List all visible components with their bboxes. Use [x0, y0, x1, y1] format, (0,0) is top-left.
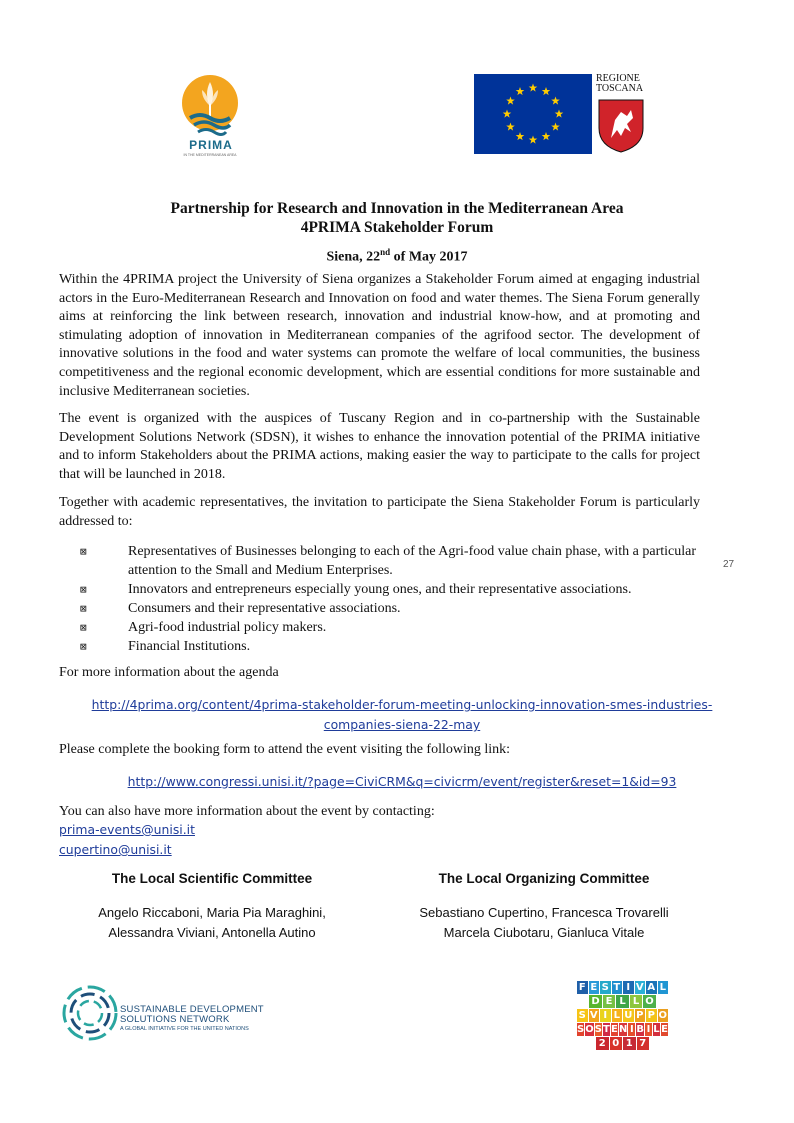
- page-number: 27: [723, 559, 735, 570]
- email-link-prima-events[interactable]: prima-events@unisi.it: [59, 822, 195, 837]
- bullet-marker-icon: ⊠: [80, 640, 87, 653]
- list-item: ⊠ Representatives of Businesses belonging to each of the Agri-food value chain phase, with a particular attention to the Small and Medium Enterprises.: [80, 544, 696, 578]
- contact-text: You can also have more information about the event by contacting:: [59, 804, 435, 819]
- booking-link[interactable]: http://www.congressi.unisi.it/?page=CiviCRM&q=civicrm/event/register&reset=1&id=93: [127, 774, 677, 789]
- festival-letter: L: [653, 1024, 660, 1035]
- festival-row: [577, 1037, 669, 1050]
- event-paragraph: The event is organized with the auspices of Tuscany Region and in co-partnership with the Sustainable Development Solutions Network (SDSN), it wishes to enhance the innovation potential of the PRIMA initiative and to inform Stakeholders about the PRIMA actions, making easier the way to participate to the calls for project that will be launched in 2018.: [59, 411, 700, 482]
- festival-letter: L: [616, 995, 629, 1008]
- regione-toscana-label: [596, 74, 643, 94]
- festival-letter: L: [658, 981, 669, 994]
- festival-letter: L: [612, 1009, 623, 1022]
- sdsn-logo-icon: [58, 983, 118, 1043]
- festival-letter: N: [618, 1024, 628, 1035]
- festival-letter: P: [636, 1010, 644, 1021]
- festival-letter: 1: [623, 1037, 636, 1050]
- regione-toscana-shield-icon: [597, 98, 645, 154]
- festival-letter: T: [613, 982, 621, 993]
- festival-letter: E: [603, 995, 616, 1008]
- festival-row: [577, 1023, 669, 1036]
- festival-letter: 0: [610, 1037, 623, 1050]
- prima-logo-word: PRIMA: [189, 138, 233, 152]
- festival-letter: E: [661, 1024, 668, 1035]
- festival-letter: F: [578, 982, 586, 993]
- scientific-committee-title: The Local Scientific Committee: [111, 871, 313, 886]
- sdsn-logo-text: SUSTAINABLE DEVELOPMENT SOLUTIONS NETWORK A GLOBAL INITIATIVE FOR THE UNITED NATIONS: [120, 1004, 264, 1032]
- festival-letter: S: [601, 982, 609, 993]
- festival-letter: E: [611, 1024, 618, 1035]
- bullet-marker-icon: ⊠: [80, 621, 87, 634]
- festival-letter: L: [630, 995, 643, 1008]
- festival-letter: T: [603, 1024, 610, 1035]
- festival-letter: U: [624, 1010, 633, 1021]
- festival-letter: 7: [637, 1037, 650, 1050]
- booking-text: Please complete the booking form to attend the event visiting the following link:: [59, 742, 511, 757]
- festival-letter: O: [658, 1010, 667, 1021]
- festival-letter: B: [636, 1024, 644, 1035]
- festival-letter: O: [585, 1024, 594, 1035]
- eu-flag-logo: [474, 74, 592, 154]
- list-item: ⊠ Financial Institutions.: [80, 639, 251, 654]
- bullet-marker-icon: ⊠: [80, 545, 87, 558]
- festival-letter: P: [647, 1010, 655, 1021]
- festival-sviluppo-sostenibile-logo: [577, 981, 669, 1051]
- list-item: ⊠ Agri-food industrial policy makers.: [80, 620, 327, 635]
- festival-row: [577, 1009, 669, 1022]
- bullet-marker-icon: ⊠: [80, 602, 87, 615]
- festival-letter: V: [635, 982, 644, 993]
- event-date: Siena, 22nd of May 2017: [326, 247, 468, 265]
- festival-letter: O: [645, 996, 654, 1007]
- document-subtitle: 4PRIMA Stakeholder Forum: [300, 219, 494, 236]
- festival-row: [577, 995, 669, 1008]
- festival-letter: 2: [596, 1037, 609, 1050]
- agenda-info-text: For more information about the agenda: [59, 665, 279, 680]
- festival-letter: S: [594, 1024, 602, 1035]
- festival-letter: I: [600, 1009, 611, 1022]
- agenda-link[interactable]: http://4prima.org/content/4prima-stakeholder-forum-meeting-unlocking-innovation-smes-industries- companies-siena-22-may: [91, 697, 713, 732]
- festival-letter: I: [646, 1024, 651, 1035]
- festival-row: [577, 981, 669, 994]
- bullet-marker-icon: ⊠: [80, 583, 87, 596]
- list-item: ⊠ Innovators and entrepreneurs especially young ones, and their representative associations.: [80, 582, 632, 597]
- festival-letter: A: [647, 982, 656, 993]
- festival-letter: V: [589, 1010, 598, 1021]
- festival-letter: S: [577, 1024, 585, 1035]
- organizing-committee-title: The Local Organizing Committee: [438, 871, 650, 886]
- document-title: Partnership for Research and Innovation in the Mediterranean Area: [170, 200, 624, 217]
- intro-paragraph: Within the 4PRIMA project the University of Siena organizes a Stakeholder Forum aimed at engaging industrial actors in the Euro-Mediterranean Research and Innovation on food and water themes. The Siena Forum generally aims at reinforcing the link between research, innovation and industrial know-how, and at promoting and stimulating adoption of innovation in Mediterranean companies of the agrifood sector. The development of innovative solutions in the food and water systems can promote the welfare of local communities, the business competitiveness and the regional economic development, which are essential conditions for more sustainable and inclusive Mediterranean societies.: [59, 272, 700, 399]
- festival-letter: I: [629, 1024, 634, 1035]
- festival-letter: S: [578, 1010, 586, 1021]
- audience-paragraph: Together with academic representatives, the invitation to participate the Siena Stakeholder Forum is particularly addressed to:: [59, 495, 700, 529]
- list-item: ⊠ Consumers and their representative associations.: [80, 601, 401, 616]
- email-link-cupertino[interactable]: cupertino@unisi.it: [59, 842, 172, 857]
- prima-logo-tagline: IN THE MEDITERRANEAN AREA: [183, 153, 237, 157]
- audience-list: [80, 542, 700, 656]
- festival-letter: I: [623, 981, 634, 994]
- scientific-committee-members: Angelo Riccaboni, Maria Pia Maraghini, Alessandra Viviani, Antonella Autino: [98, 905, 326, 940]
- festival-letter: D: [589, 995, 602, 1008]
- regione-line1: REGIONE: [596, 73, 640, 84]
- festival-letter: E: [590, 982, 598, 993]
- regione-line2: TOSCANA: [596, 83, 644, 94]
- organizing-committee-members: Sebastiano Cupertino, Francesca Trovarelli Marcela Ciubotaru, Gianluca Vitale: [419, 905, 669, 940]
